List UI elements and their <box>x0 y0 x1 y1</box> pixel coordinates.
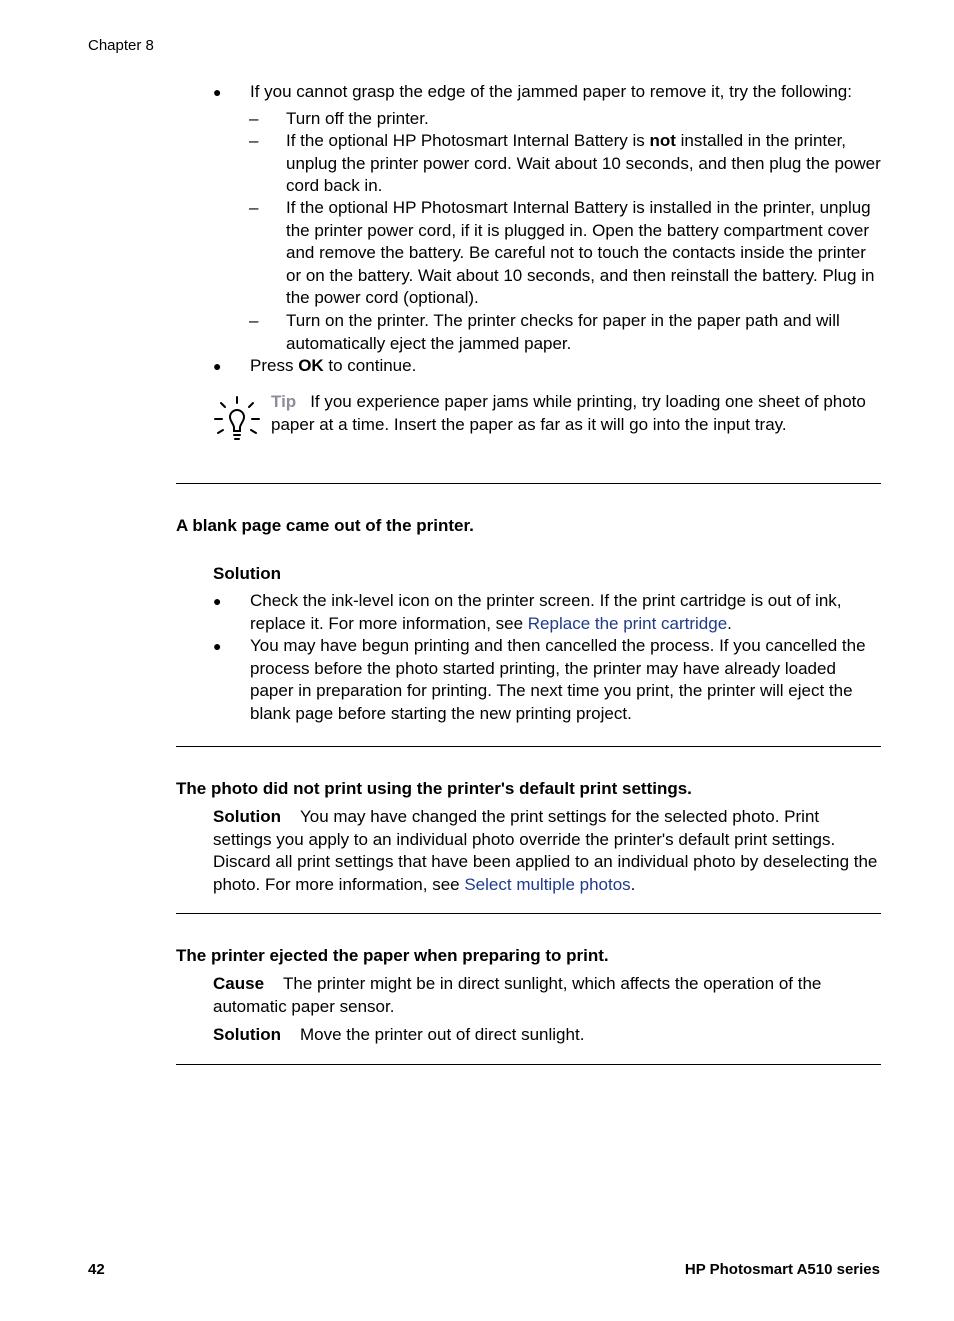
solution-label: Solution <box>213 1025 281 1044</box>
jam-step-4: Turn on the printer. The printer checks for paper in the paper path and will automatically eject the jammed paper. <box>286 311 840 353</box>
jam-step-2: If the optional HP Photosmart Internal Battery is not installed in the printer, unplug the printer power cord. Wait about 10 seconds, and then plug the power cord back in. <box>286 131 881 195</box>
solution-label: Solution <box>213 807 281 826</box>
list-item <box>249 197 881 310</box>
blank-bullet-2: You may have begun printing and then cancelled the process. If you cancelled the process before the photo started printing, the printer may have already loaded paper in preparation for printing. The next time you print, the printer will eject the blank page before starting the new printing project. <box>250 636 866 723</box>
page-number: 42 <box>88 1261 105 1278</box>
dash-marker: – <box>249 109 259 128</box>
dash-marker: – <box>249 131 259 150</box>
tip-text: Tip If you experience paper jams while printing, try loading one sheet of photo paper at a time. Insert the paper as far as it will go into the input tray. <box>271 392 866 434</box>
section-heading-blank-page: A blank page came out of the printer. <box>176 516 474 535</box>
footer-title: HP Photosmart A510 series <box>684 1261 880 1278</box>
bullet-icon: ● <box>213 84 222 100</box>
ejected-solution: Solution Move the printer out of direct sunlight. <box>213 1025 585 1044</box>
divider <box>176 483 881 484</box>
blank-bullet-1: Check the ink-level icon on the printer screen. If the print cartridge is out of ink, replace it. For more information, see Replace the print cartridge. <box>250 591 842 633</box>
ejected-cause: Cause The printer might be in direct sunlight, which affects the operation of the automatic paper sensor. <box>213 974 822 1016</box>
list-item <box>249 130 881 198</box>
bullet-icon: ● <box>213 638 222 654</box>
cause-label: Cause <box>213 974 265 993</box>
list-item <box>213 590 881 635</box>
dash-marker: – <box>249 311 259 330</box>
list-item <box>213 635 881 725</box>
default-settings-solution: Solution You may have changed the print settings for the selected photo. Print settings you apply to an individual photo override the printer's default print settings. Discard all print settings that have been applied to an individual photo by deselecting the photo. For more information, see Select multiple photos. <box>213 807 878 894</box>
chapter-header: Chapter 8 <box>88 37 154 54</box>
lightbulb-icon <box>213 395 261 443</box>
jam-step-3: If the optional HP Photosmart Internal Battery is installed in the printer, unplug the printer power cord, if it is plugged in. Open the battery compartment cover and remove the battery. Be careful not to touch the contacts inside the printer or on the battery. Wait about 10 seconds, and then reinstall the battery. Plug in the power cord (optional). <box>286 198 875 307</box>
jam-step-1: Turn off the printer. <box>286 109 429 128</box>
select-multiple-photos-link[interactable]: Select multiple photos <box>464 874 631 894</box>
solution-label: Solution <box>213 564 281 583</box>
section-heading-default-settings: The photo did not print using the printer's default print settings. <box>176 779 692 798</box>
divider <box>176 1064 881 1065</box>
divider <box>176 746 881 747</box>
list-item <box>249 108 881 131</box>
list-item <box>213 81 881 104</box>
bullet-icon: ● <box>213 593 222 609</box>
section-heading-ejected: The printer ejected the paper when preparing to print. <box>176 946 609 965</box>
list-item <box>213 355 881 378</box>
tip-label: Tip <box>271 392 297 411</box>
list-item <box>249 310 881 355</box>
jam-intro: If you cannot grasp the edge of the jammed paper to remove it, try the following: <box>250 82 852 101</box>
bullet-icon: ● <box>213 358 222 374</box>
press-ok-text: Press OK to continue. <box>250 356 417 375</box>
divider <box>176 913 881 914</box>
dash-marker: – <box>249 198 259 217</box>
replace-cartridge-link[interactable]: Replace the print cartridge <box>527 613 728 633</box>
